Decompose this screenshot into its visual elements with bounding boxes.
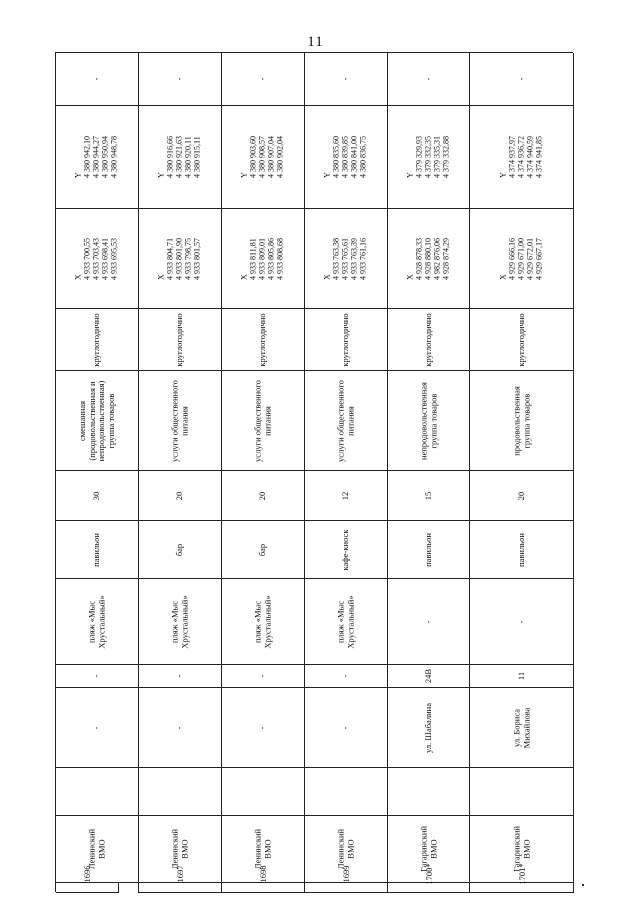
specialization-text: услуги общественного питания	[252, 379, 272, 462]
house-cell	[305, 665, 388, 688]
place-id-cell	[388, 863, 470, 893]
period-cell	[222, 309, 305, 371]
place-id-text: 1698	[258, 865, 268, 883]
object-type-cell	[56, 521, 139, 579]
coord-y-text: Y 4 380 916,66 4 380 921,63 4 380 920,11 4 380 915,11	[156, 136, 202, 178]
house-text: -	[174, 674, 185, 678]
house-cell	[56, 665, 139, 688]
street-text: -	[340, 726, 351, 729]
note-text: -	[340, 77, 351, 81]
district-text: Ленинский ВМО	[252, 828, 272, 870]
house-text: 24В	[422, 668, 433, 684]
object-type-cell	[388, 521, 470, 579]
place-id-cell	[222, 865, 305, 893]
period-text: круглогодично	[340, 312, 351, 367]
area-text: 20	[257, 491, 268, 500]
coord-x-text: X 4 933 811,81 4 933 809,01 4 933 805,86 4 933 808,68	[239, 237, 285, 280]
place-id-text: 1701*	[516, 863, 527, 885]
coord-x-cell	[470, 209, 574, 309]
note-text: -	[422, 77, 433, 81]
note-cell	[56, 53, 139, 106]
object-type-text: павильон	[515, 532, 526, 567]
area-text: 12	[340, 491, 351, 500]
note-cell	[305, 53, 388, 106]
landmark-text: -	[422, 620, 433, 623]
coord-y-cell	[470, 106, 574, 209]
coord-x-cell	[305, 209, 388, 309]
coord-y-cell	[139, 106, 222, 209]
place-id-text: 1696	[82, 865, 92, 883]
landmark-cell	[222, 579, 305, 665]
table-row-1698	[222, 53, 305, 892]
street-cell	[56, 688, 139, 768]
period-cell	[470, 309, 574, 371]
specialization-cell	[388, 371, 470, 471]
house-text: -	[257, 674, 268, 678]
specialization-text: продовольственная группа товаров	[510, 385, 531, 456]
district-cell	[56, 816, 139, 883]
coord-x-cell	[388, 209, 470, 309]
area-text: 20	[515, 491, 526, 500]
landmark-text: пляж «Мыс Хрустальный»	[335, 594, 355, 649]
area-cell	[56, 471, 139, 521]
period-cell	[56, 309, 139, 371]
street-text: ул. Шабалина	[422, 702, 433, 753]
object-type-text: бар	[174, 543, 185, 556]
page-number: 11	[307, 34, 324, 50]
place-id-text: 1700*	[423, 863, 434, 885]
period-cell	[139, 309, 222, 371]
table-row-1697	[139, 53, 222, 892]
note-cell	[470, 53, 574, 106]
place-id-text: 1699	[341, 865, 351, 883]
specialization-cell	[56, 371, 139, 471]
object-type-cell	[305, 521, 388, 579]
coord-y-cell	[222, 106, 305, 209]
table-row-1696	[56, 53, 139, 892]
street-cell	[222, 688, 305, 768]
area-cell	[470, 471, 574, 521]
object-type-cell	[139, 521, 222, 579]
coord-x-text: X 4 933 804,71 4 933 801,90 4 933 798,75 4 933 801,57	[156, 237, 202, 280]
street-text: ул. Бориса Михайлова	[510, 707, 531, 748]
street-text: -	[174, 726, 185, 729]
scan-speck	[582, 884, 584, 886]
district-text: Ленинский ВМО	[169, 828, 189, 870]
area-cell	[305, 471, 388, 521]
specialization-cell	[222, 371, 305, 471]
coord-y-cell	[388, 106, 470, 209]
specialization-cell	[470, 371, 574, 471]
coord-x-text: X 4 933 763,38 4 933 765,61 4 933 763,39 4 933 761,16	[322, 237, 368, 280]
table-row-1699	[305, 53, 388, 892]
specialization-cell	[139, 371, 222, 471]
specialization-cell	[305, 371, 388, 471]
object-type-text: павильон	[91, 532, 102, 567]
coord-x-cell	[222, 209, 305, 309]
landmark-text: -	[515, 620, 526, 623]
place-id-cell	[305, 865, 388, 893]
coord-y-cell	[56, 106, 139, 209]
coord-y-text: Y 4 380 903,60 4 380 908,57 4 380 907,04 4 380 902,04	[239, 136, 285, 178]
place-id-cell	[139, 865, 222, 893]
specialization-text: непродовольственная группа товаров	[417, 381, 438, 460]
object-type-cell	[470, 521, 574, 579]
object-type-text: павильон	[422, 532, 433, 567]
coord-y-text: Y 4 379 329,93 4 379 332,35 4 379 335,31 4 379 332,88	[405, 136, 450, 178]
period-text: круглогодично	[174, 312, 185, 367]
house-text: 11	[515, 671, 526, 681]
coord-x-text: X 4 928 878,33 4 928 880,10 4 982 876,06 4 928 874,29	[405, 237, 450, 280]
spacer-cell	[56, 768, 139, 816]
coord-y-text: Y 4 374 937,97 4 374 936,72 4 374 940,59 4 374 941,85	[498, 136, 543, 178]
coord-x-cell	[139, 209, 222, 309]
street-cell	[139, 688, 222, 768]
street-text: -	[91, 726, 102, 729]
row-number-cell	[119, 883, 139, 893]
landmark-cell	[305, 579, 388, 665]
object-type-text: бар	[257, 543, 268, 556]
note-text: -	[257, 77, 268, 81]
period-text: круглогодично	[91, 312, 102, 367]
coord-y-text: Y 4 380 835,60 4 380 839,85 4 380 841,00 4 380 836,75	[322, 136, 368, 178]
district-text: Ленинский ВМО	[335, 828, 355, 870]
landmark-cell	[139, 579, 222, 665]
area-text: 15	[422, 491, 433, 500]
period-text: круглогодично	[515, 312, 526, 367]
coord-x-cell	[56, 209, 139, 309]
note-cell	[388, 53, 470, 106]
landmark-text: пляж «Мыс Хрустальный»	[86, 594, 106, 649]
spacer-cell	[222, 768, 305, 816]
house-cell	[222, 665, 305, 688]
house-text: -	[91, 674, 102, 678]
note-text: -	[515, 77, 526, 81]
landmark-cell	[388, 579, 470, 665]
area-cell	[139, 471, 222, 521]
object-type-cell	[222, 521, 305, 579]
house-cell	[139, 665, 222, 688]
coord-x-text: X 4 929 666,16 4 929 671,00 4 929 672,01 4 929 667,17	[498, 237, 543, 280]
period-cell	[305, 309, 388, 371]
area-text: 30	[91, 491, 102, 500]
street-cell	[305, 688, 388, 768]
note-cell	[139, 53, 222, 106]
street-cell	[470, 688, 574, 768]
note-text: -	[91, 77, 102, 81]
period-text: круглогодично	[422, 312, 433, 367]
specialization-text: услуги общественного питания	[335, 379, 355, 462]
coord-y-cell	[305, 106, 388, 209]
object-type-text: кафе-киоск	[340, 529, 351, 570]
house-cell	[470, 665, 574, 688]
house-text: -	[340, 674, 351, 678]
spacer-cell	[305, 768, 388, 816]
place-id-text: 1697	[175, 865, 185, 883]
landmark-cell	[56, 579, 139, 665]
table-row-1701	[470, 53, 574, 892]
place-id-cell	[470, 863, 574, 893]
table-row-1700	[388, 53, 470, 892]
specialization-text: смешанная (продовольственная и непродовольственная) группа товаров	[76, 380, 116, 461]
place-id-cell	[56, 865, 119, 893]
district-text: Гагаринский ВМО	[417, 825, 438, 873]
spacer-cell	[139, 768, 222, 816]
coord-x-text: X 4 933 700,55 4 933 703,43 4 933 698,41 4 933 695,53	[73, 237, 119, 280]
landmark-cell	[470, 579, 574, 665]
period-text: круглогодично	[257, 312, 268, 367]
landmark-text: пляж «Мыс Хрустальный»	[252, 594, 272, 649]
schema-table	[55, 52, 573, 892]
district-text: Гагаринский ВМО	[510, 825, 531, 873]
spacer-cell	[470, 768, 574, 816]
street-cell	[388, 688, 470, 768]
district-text: Ленинский ВМО	[86, 828, 106, 870]
note-cell	[222, 53, 305, 106]
area-cell	[388, 471, 470, 521]
house-cell	[388, 665, 470, 688]
landmark-text: пляж «Мыс Хрустальный»	[169, 594, 189, 649]
area-text: 20	[174, 491, 185, 500]
street-text: -	[257, 726, 268, 729]
spacer-cell	[388, 768, 470, 816]
coord-y-text: Y 4 380 942,10 4 380 944,27 4 380 950,94 4 380 948,78	[73, 136, 119, 178]
note-text: -	[174, 77, 185, 81]
area-cell	[222, 471, 305, 521]
period-cell	[388, 309, 470, 371]
specialization-text: услуги общественного питания	[169, 379, 189, 462]
